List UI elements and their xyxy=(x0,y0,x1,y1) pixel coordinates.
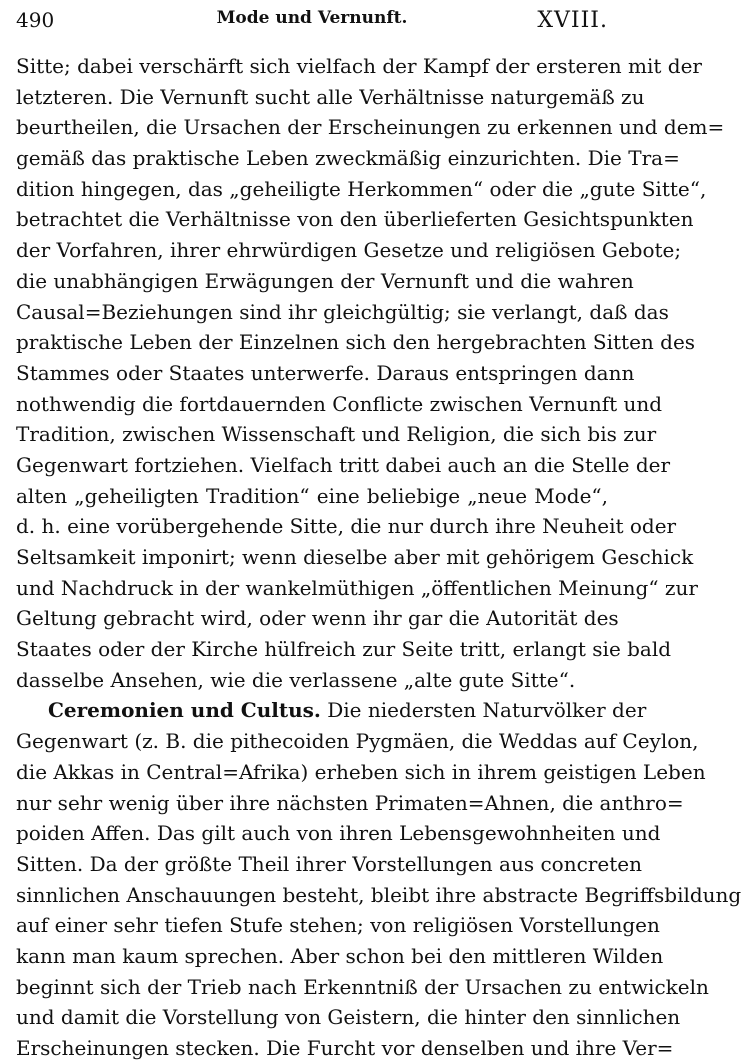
text-line: Stammes oder Staates unterwerfe. Daraus entspringen dann xyxy=(16,360,635,385)
section-heading-line xyxy=(16,695,647,726)
text-line: die Akkas in Central=Afrika) erheben sich in ihrem geistigen Leben xyxy=(16,759,706,784)
text-line: alten „geheiligten Tradition“ eine beliebige „neue Mode“, xyxy=(16,483,608,508)
text-line: praktische Leben der Einzelnen sich den hergebrachten Sitten des xyxy=(16,330,696,355)
text-line: die unabhängigen Erwägungen der Vernunft und die wahren xyxy=(16,268,634,293)
body-text xyxy=(16,51,741,1064)
chapter-number: XVIII. xyxy=(537,8,608,33)
text-line: auf einer sehr tiefen Stufe stehen; von religiösen Vorstellungen xyxy=(16,913,660,938)
text-line: nur sehr wenig über ihre nächsten Primaten=Ahnen, die anthro= xyxy=(16,790,684,815)
text-line: gemäß das praktische Leben zweckmäßig einzurichten. Die Tra= xyxy=(16,146,680,171)
text-line: Staates oder der Kirche hülfreich zur Seite tritt, erlangt sie bald xyxy=(16,637,672,662)
text-line: Tradition, zwischen Wissenschaft und Religion, die sich bis zur xyxy=(16,422,657,447)
text-line: Sitten. Da der größte Theil ihrer Vorstellungen aus concreten xyxy=(16,851,642,876)
text-line: Seltsamkeit imponirt; wenn dieselbe aber mit gehörigem Geschick xyxy=(16,545,694,569)
text-line: Erscheinungen stecken. Die Furcht vor denselben und ihre Ver= xyxy=(16,1036,674,1060)
heading-line-text: Die niedersten Naturvölker der xyxy=(320,698,647,723)
text-line: Sitte; dabei verschärft sich vielfach der Kampf der ersteren mit der xyxy=(16,54,702,78)
text-line: dasselbe Ansehen, wie die verlassene „alte gute Sitte“. xyxy=(16,667,576,692)
text-line: Geltung gebracht wird, oder wenn ihr gar die Autorität des xyxy=(16,606,619,631)
section-heading: Ceremonien und Cultus. xyxy=(48,698,321,723)
running-title: Mode und Vernunft. xyxy=(216,8,408,28)
text-line: poiden Affen. Das gilt auch von ihren Lebensgewohnheiten und xyxy=(16,821,661,846)
text-line: kann man kaum sprechen. Aber schon bei den mittleren Wilden xyxy=(16,943,664,968)
text-line: d. h. eine vorübergehende Sitte, die nur durch ihre Neuheit oder xyxy=(16,514,677,539)
text-line: nothwendig die fortdauernden Conflicte zwischen Vernunft und xyxy=(16,391,663,416)
text-line: der Vorfahren, ihrer ehrwürdigen Gesetze und religiösen Gebote; xyxy=(16,238,682,263)
page-header xyxy=(16,8,608,34)
text-line: betrachtet die Verhältnisse von den überlieferten Gesichtspunkten xyxy=(16,207,694,232)
text-line: Gegenwart fortziehen. Vielfach tritt dabei auch an die Stelle der xyxy=(16,452,671,477)
text-line: beurtheilen, die Ursachen der Erscheinungen zu erkennen und dem= xyxy=(16,115,725,140)
text-line: Gegenwart (z. B. die pithecoiden Pygmäen, die Weddas auf Ceylon, xyxy=(16,729,699,754)
text-line: und damit die Vorstellung von Geistern, die hinter den sinnlichen xyxy=(16,1005,681,1030)
text-line: Causal=Beziehungen sind ihr gleichgültig; sie verlangt, daß das xyxy=(16,299,669,324)
text-line: und Nachdruck in der wankelmüthigen „öffentlichen Meinung“ zur xyxy=(16,575,698,600)
text-line: sinnlichen Anschauungen besteht, bleibt ihre abstracte Begriffsbildung xyxy=(16,882,741,907)
text-line: beginnt sich der Trieb nach Erkenntniß der Ursachen zu entwickeln xyxy=(16,974,709,999)
page-number: 490 xyxy=(16,8,55,32)
text-line: dition hingegen, das „geheiligte Herkommen“ oder die „gute Sitte“, xyxy=(16,176,707,201)
text-line: letzteren. Die Vernunft sucht alle Verhältnisse naturgemäß zu xyxy=(16,84,645,109)
